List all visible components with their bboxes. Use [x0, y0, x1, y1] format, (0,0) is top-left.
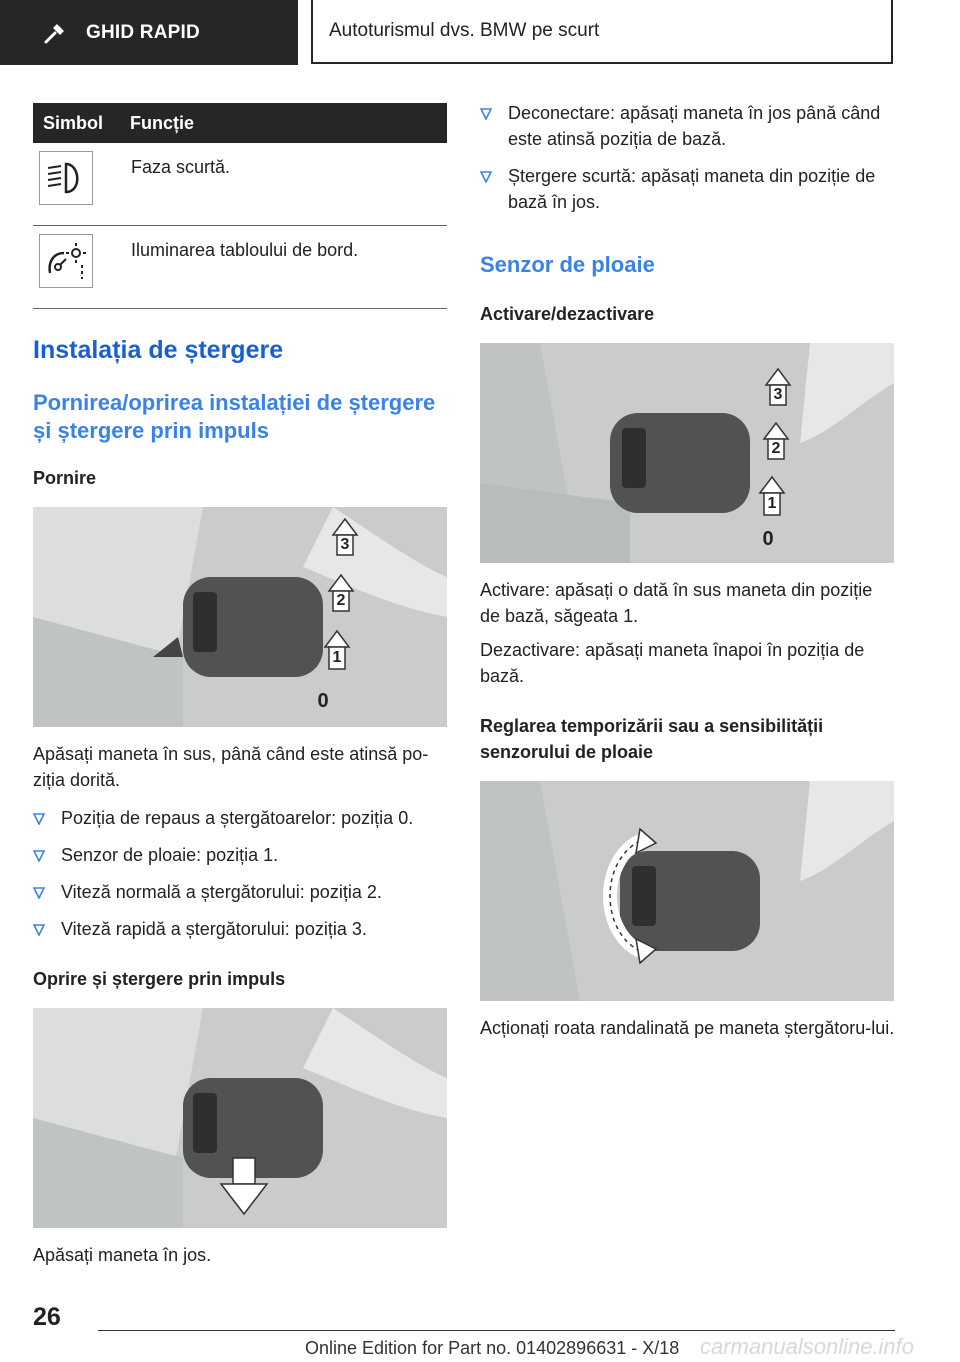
- list-item: Deconectare: apăsați maneta în jos până când este atinsă poziția de bază.: [480, 100, 895, 152]
- position-list: [33, 805, 447, 942]
- position-label: 1: [767, 495, 777, 512]
- pornire-heading: Pornire: [33, 468, 97, 488]
- table-row: [33, 226, 447, 309]
- pornire-text: Apăsați maneta în sus, până când este atinsă po-ziția dorită.: [33, 744, 429, 790]
- watermark: carmanualsonline.info: [700, 1334, 915, 1359]
- quick-guide-label: GHID RAPID: [86, 21, 200, 43]
- symbol-col-header: Simbol: [33, 103, 130, 143]
- quick-guide-tab[interactable]: [0, 0, 298, 65]
- section-heading: Instalația de ștergere: [33, 336, 284, 364]
- triangle-bullet-icon: [33, 850, 45, 862]
- position-label: 0: [762, 528, 774, 550]
- rain-sensor-activation-illustration: [480, 343, 894, 563]
- function-text: Iluminarea tabloului de bord.: [130, 226, 447, 309]
- position-label: 2: [336, 592, 346, 609]
- position-label: 0: [317, 690, 329, 712]
- oprire-heading: Oprire și ștergere prin impuls: [33, 969, 286, 989]
- list-item: Viteză rapidă a ștergătorului: poziția 3.: [33, 916, 447, 942]
- wiper-list: [480, 100, 895, 215]
- triangle-bullet-icon: [33, 924, 45, 936]
- right-column: [480, 100, 895, 1041]
- wiper-lever-down-illustration: [33, 1008, 447, 1228]
- list-item: Viteză normală a ștergătorului: poziția 2.: [33, 879, 447, 905]
- sensitivity-text: Acționați roata randalinată pe maneta ștergătoru-lui.: [480, 1018, 895, 1038]
- position-label: 2: [771, 440, 781, 457]
- triangle-bullet-icon: [33, 813, 45, 825]
- footer-divider: [98, 1330, 895, 1331]
- sensitivity-heading: Reglarea temporizării sau a sensibilității senzorului de ploaie: [480, 716, 824, 762]
- tools-icon: [40, 18, 70, 48]
- activation-text: Activare: apăsați o dată în sus maneta din poziție de bază, săgeata 1.: [480, 580, 873, 626]
- list-item: Poziția de repaus a ștergătoarelor: poziția 0.: [33, 805, 447, 831]
- function-col-header: Funcție: [130, 103, 447, 143]
- position-label: 1: [332, 649, 342, 666]
- rain-sensor-heading: Senzor de ploaie: [480, 252, 655, 277]
- edition-text: Online Edition for Part no. 01402896631 - X/18: [305, 1338, 680, 1358]
- subsection-heading: Pornirea/oprirea instalației de ștergere și ștergere prin impuls: [33, 390, 436, 443]
- function-text: Faza scurtă.: [130, 143, 447, 226]
- section-title: Autoturismul dvs. BMW pe scurt: [311, 0, 893, 64]
- triangle-bullet-icon: [33, 887, 45, 899]
- deactivation-text: Dezactivare: apăsați maneta înapoi în poziția de bază.: [480, 640, 865, 686]
- knurled-wheel-illustration: [480, 781, 894, 1001]
- table-row: [33, 143, 447, 226]
- oprire-text: Apăsați maneta în jos.: [33, 1245, 212, 1265]
- low-beam-icon: [44, 156, 88, 200]
- symbol-table: [33, 103, 447, 309]
- triangle-bullet-icon: [480, 108, 492, 120]
- list-item: Senzor de ploaie: poziția 1.: [33, 842, 447, 868]
- list-item: Ștergere scurtă: apăsați maneta din poziție de bază în jos.: [480, 163, 895, 215]
- activation-heading: Activare/dezactivare: [480, 304, 655, 324]
- position-label: 3: [773, 386, 783, 403]
- instrument-lighting-icon: [44, 239, 88, 283]
- left-column: [33, 103, 447, 1268]
- position-label: 3: [340, 536, 350, 553]
- triangle-bullet-icon: [480, 171, 492, 183]
- wiper-lever-up-illustration: [33, 507, 447, 727]
- page-number: 26: [33, 1303, 61, 1331]
